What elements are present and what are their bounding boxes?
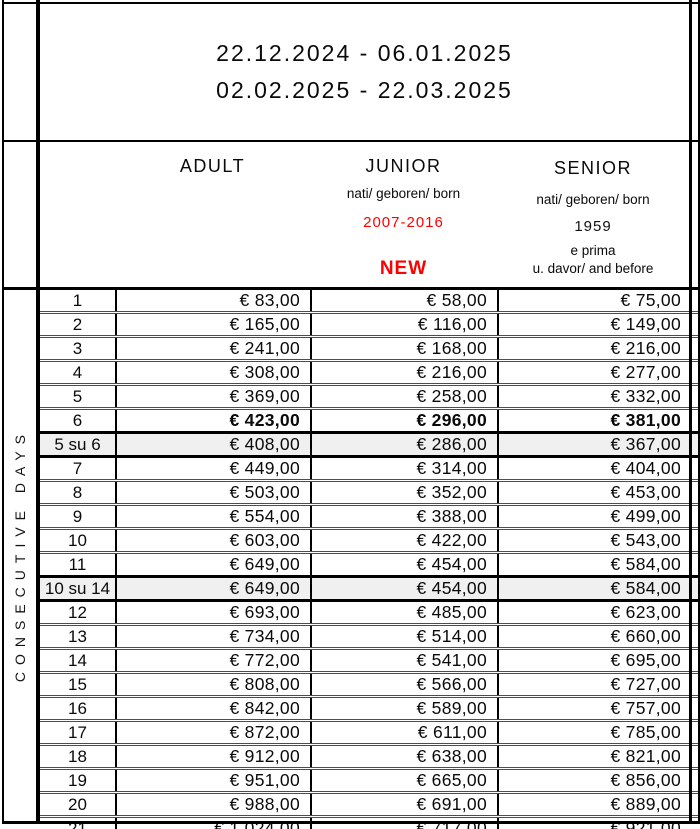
junior-price-cell: € 485,00 [310, 602, 497, 623]
header-divider-line [2, 140, 700, 142]
days-cell: 19 [68, 770, 87, 790]
senior-before-note-it: e prima [570, 243, 616, 258]
junior-price-cell: € 454,00 [310, 554, 497, 575]
days-cell: 8 [72, 482, 83, 502]
adult-price-cell: € 554,00 [115, 506, 310, 527]
senior-price-cell: € 216,00 [497, 338, 691, 359]
adult-price-cell: € 165,00 [115, 314, 310, 335]
senior-price-cell: € 623,00 [497, 602, 691, 623]
days-cell: 1 [72, 290, 83, 310]
table-row [40, 290, 700, 311]
senior-price-cell: € 660,00 [497, 626, 691, 647]
category-header [40, 142, 689, 287]
junior-price-cell: € 296,00 [310, 410, 497, 431]
days-cell: 12 [68, 602, 87, 622]
senior-price-cell: € 367,00 [497, 434, 691, 455]
adult-price-cell: € 734,00 [115, 626, 310, 647]
adult-header-column [115, 142, 310, 287]
table-row [40, 551, 700, 575]
days-cell: 2 [72, 314, 83, 334]
days-cell: 17 [68, 722, 87, 742]
adult-price-cell: € 693,00 [115, 602, 310, 623]
senior-price-cell: € 584,00 [497, 554, 691, 575]
adult-price-cell: € 603,00 [115, 530, 310, 551]
senior-price-cell: € 856,00 [497, 770, 691, 791]
adult-price-cell: € 649,00 [115, 578, 310, 599]
junior-price-cell: € 168,00 [310, 338, 497, 359]
season-dates-box [40, 4, 689, 140]
new-badge: NEW [379, 258, 428, 279]
consecutive-days-label: CONSECUTIVE DAYS [12, 428, 28, 683]
days-cell: 15 [68, 674, 87, 694]
table-row [40, 671, 700, 695]
days-cell: 18 [68, 746, 87, 766]
adult-price-cell: € 988,00 [115, 794, 310, 815]
junior-label: JUNIOR [365, 156, 442, 176]
junior-header-column [310, 142, 497, 287]
days-cell: 13 [68, 626, 87, 646]
senior-birth-year: 1959 [574, 218, 612, 235]
table-top-border-line [2, 287, 700, 290]
senior-price-cell: € 543,00 [497, 530, 691, 551]
table-row [40, 431, 700, 455]
senior-born-note: nati/ geboren/ born [536, 192, 650, 207]
junior-price-cell: € 352,00 [310, 482, 497, 503]
table-row [40, 383, 700, 407]
senior-price-cell: € 149,00 [497, 314, 691, 335]
table-row [40, 311, 700, 335]
junior-price-cell: € 611,00 [310, 722, 497, 743]
adult-price-cell: € 912,00 [115, 746, 310, 767]
consecutive-days-sidebar [4, 290, 36, 821]
days-cell: 20 [68, 794, 87, 814]
adult-price-cell: € 369,00 [115, 386, 310, 407]
senior-label: SENIOR [553, 158, 632, 178]
junior-price-cell: € 258,00 [310, 386, 497, 407]
adult-price-cell: € 449,00 [115, 458, 310, 479]
junior-price-cell: € 58,00 [310, 290, 497, 311]
adult-price-cell: € 772,00 [115, 650, 310, 671]
senior-price-cell: € 727,00 [497, 674, 691, 695]
season-date-range-2: 02.02.2025 - 22.03.2025 [216, 77, 513, 103]
days-cell: 3 [72, 338, 83, 358]
days-cell: 10 su 14 [44, 578, 111, 598]
senior-price-cell: € 584,00 [497, 578, 691, 599]
adult-price-cell: € 872,00 [115, 722, 310, 743]
days-cell: 5 [72, 386, 83, 406]
senior-before-note-de-en: u. davor/ and before [532, 261, 654, 276]
senior-price-cell: € 499,00 [497, 506, 691, 527]
senior-price-cell: € 695,00 [497, 650, 691, 671]
price-table-body [40, 290, 700, 821]
days-cell: 14 [68, 650, 87, 670]
adult-price-cell: € 241,00 [115, 338, 310, 359]
days-cell: 9 [72, 506, 83, 526]
top-border-line [2, 2, 700, 4]
senior-price-cell: € 453,00 [497, 482, 691, 503]
junior-price-cell: € 388,00 [310, 506, 497, 527]
table-right-border-line [689, 0, 692, 824]
days-cell: 11 [68, 554, 87, 574]
table-row [40, 647, 700, 671]
senior-price-cell: € 332,00 [497, 386, 691, 407]
table-row [40, 599, 700, 623]
table-row [40, 527, 700, 551]
days-cell: 4 [72, 362, 83, 382]
days-cell: 7 [72, 458, 83, 478]
senior-price-cell: € 821,00 [497, 746, 691, 767]
junior-price-cell: € 514,00 [310, 626, 497, 647]
adult-price-cell: € 423,00 [115, 410, 310, 431]
adult-price-cell: € 408,00 [115, 434, 310, 455]
table-row [40, 623, 700, 647]
junior-price-cell: € 638,00 [310, 746, 497, 767]
table-row [40, 791, 700, 815]
table-row [40, 479, 700, 503]
junior-birth-years: 2007-2016 [363, 214, 444, 231]
senior-price-cell: € 277,00 [497, 362, 691, 383]
adult-price-cell: € 503,00 [115, 482, 310, 503]
junior-price-cell: € 541,00 [310, 650, 497, 671]
junior-price-cell: € 566,00 [310, 674, 497, 695]
adult-price-cell: € 951,00 [115, 770, 310, 791]
junior-price-cell: € 422,00 [310, 530, 497, 551]
table-row [40, 407, 700, 431]
senior-price-cell: € 889,00 [497, 794, 691, 815]
senior-price-cell: € 381,00 [497, 410, 691, 431]
table-row [40, 695, 700, 719]
adult-price-cell: € 649,00 [115, 554, 310, 575]
adult-price-cell: € 308,00 [115, 362, 310, 383]
junior-price-cell: € 116,00 [310, 314, 497, 335]
adult-price-cell: € 808,00 [115, 674, 310, 695]
sidebar-divider-line [36, 0, 40, 824]
senior-price-cell: € 785,00 [497, 722, 691, 743]
table-row [40, 719, 700, 743]
table-row [40, 575, 700, 599]
adult-label: ADULT [179, 156, 246, 176]
junior-price-cell: € 314,00 [310, 458, 497, 479]
table-row [40, 335, 700, 359]
junior-price-cell: € 286,00 [310, 434, 497, 455]
junior-born-note: nati/ geboren/ born [346, 186, 461, 201]
table-row [40, 743, 700, 767]
senior-header-column [497, 142, 689, 287]
adult-price-cell: € 842,00 [115, 698, 310, 719]
season-date-range-1: 22.12.2024 - 06.01.2025 [216, 40, 513, 66]
days-cell: 10 [68, 530, 87, 550]
table-row [40, 767, 700, 791]
senior-price-cell: € 757,00 [497, 698, 691, 719]
junior-price-cell: € 665,00 [310, 770, 497, 791]
table-row [40, 503, 700, 527]
days-cell: 16 [68, 698, 87, 718]
days-cell: 6 [72, 410, 83, 430]
junior-price-cell: € 589,00 [310, 698, 497, 719]
left-border-line [2, 0, 4, 824]
table-row [40, 359, 700, 383]
senior-price-cell: € 75,00 [497, 290, 691, 311]
junior-price-cell: € 216,00 [310, 362, 497, 383]
table-row [40, 455, 700, 479]
senior-price-cell: € 404,00 [497, 458, 691, 479]
junior-price-cell: € 691,00 [310, 794, 497, 815]
bottom-border-line [2, 821, 700, 824]
days-cell: 5 su 6 [54, 434, 101, 454]
junior-price-cell: € 454,00 [310, 578, 497, 599]
adult-price-cell: € 83,00 [115, 290, 310, 311]
